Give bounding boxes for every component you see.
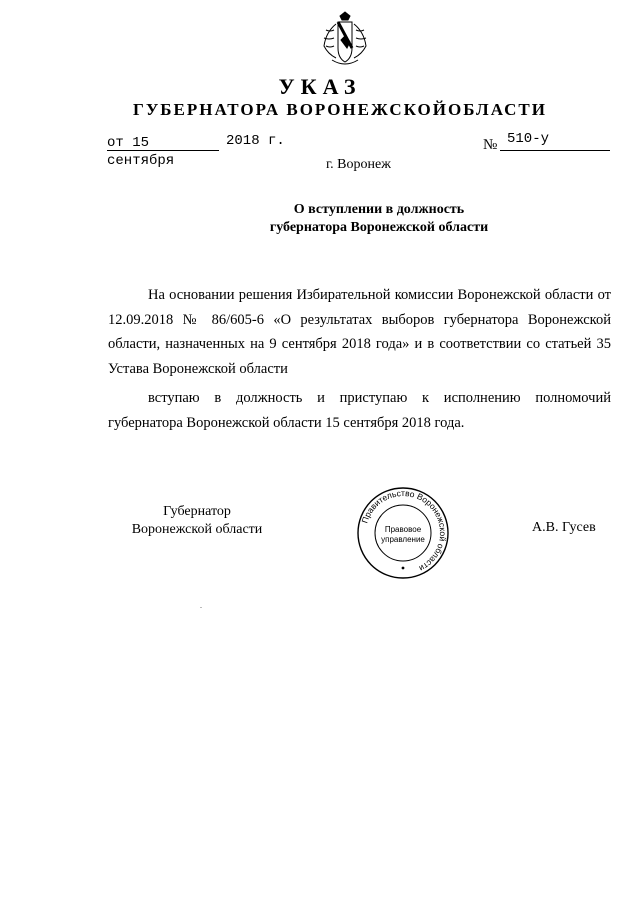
- stamp-ring-text: Правительство Воронежской области: [359, 487, 449, 574]
- document-subtitle: ГУБЕРНАТОРА ВОРОНЕЖСКОЙОБЛАСТИ: [133, 100, 547, 119]
- date-underline: [107, 133, 219, 169]
- subject-line-1: О вступлении в должность: [293, 202, 465, 217]
- document-subject: [220, 201, 538, 237]
- signatory-title: [122, 503, 272, 539]
- body-paragraph-2: вступаю в должность и приступаю к исполнению полномочий губернатора Воронежской области 15 сентября 2018 года.: [108, 390, 611, 431]
- number-sign: №: [483, 137, 498, 153]
- body-paragraph-1: На основании решения Избирательной комиссии Воронежской области от 12.09.2018 № 86/605-6 «О результатах выборов губернатора Воронежской области, назначенных на 9 сентября 2018 года» и в соответствии со статьей 35 Устава Воронежской области: [108, 287, 611, 377]
- document-title: УКАЗ: [278, 74, 362, 99]
- scan-artifact: [200, 607, 202, 608]
- signatory-title-line-1: Губернатор: [163, 504, 231, 519]
- official-stamp: [356, 486, 450, 580]
- document-date: от 15 сентября: [107, 135, 175, 169]
- signatory-title-line-2: Воронежской области: [131, 522, 263, 537]
- document-number: 510-у: [507, 131, 550, 147]
- document-city: г. Воронеж: [326, 157, 391, 172]
- stamp-center-line-1: Правовое: [384, 525, 422, 534]
- document-year: 2018 г.: [226, 133, 285, 149]
- signatory-name: А.В. Гусев: [532, 520, 596, 535]
- subject-line-2: губернатора Воронежской области: [269, 220, 489, 235]
- stamp-center-line-2: управление: [381, 535, 425, 544]
- stamp-star-icon: [402, 567, 405, 570]
- coat-of-arms-emblem: [318, 10, 372, 68]
